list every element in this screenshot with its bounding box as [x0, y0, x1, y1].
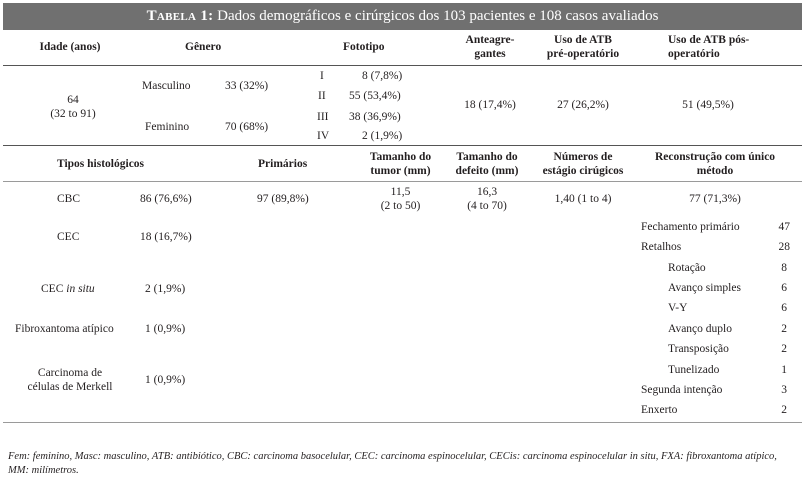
histologic-type: Fibroxantoma atípico — [15, 323, 114, 335]
header-atb-pre-2: pré-operatório — [546, 48, 620, 60]
histologic-value: 2 (1,9%) — [145, 283, 186, 295]
genero-label: Masculino — [142, 80, 191, 92]
fototipo-type: II — [318, 90, 326, 102]
header-tam-defeito-2: defeito (mm) — [455, 165, 519, 177]
primarios-value: 97 (89,8%) — [257, 193, 309, 205]
reconstrucao-item-value: 28 — [778, 241, 790, 253]
table-footnote: Fem: feminino, Masc: masculino, ATB: antibiótico, CBC: carcinoma basocelular, CEC: carcinoma espinocelular, CECis: carcinoma espinocelular in situ, FXA: fibroxantoma atípico, MM: milímetros. — [8, 451, 777, 476]
divider-bottom-header — [3, 181, 802, 182]
reconstrucao-item-value: 1 — [781, 364, 787, 376]
header-genero: Gênero — [185, 41, 222, 53]
histologic-value: 1 (0,9%) — [145, 374, 186, 386]
histologic-type-line2: células de Merkell — [27, 381, 113, 393]
table-title-label: Tabela 1: — [146, 8, 214, 24]
reconstrucao-item-value: 2 — [781, 323, 787, 335]
header-fototipo: Fototipo — [343, 41, 385, 53]
reconstrucao-item-value: 8 — [781, 262, 787, 274]
header-idade: Idade (anos) — [39, 41, 101, 53]
reconstrucao-item-value: 47 — [778, 221, 790, 233]
fototipo-value: 38 (36,9%) — [349, 111, 401, 123]
genero-value: 70 (68%) — [225, 121, 269, 133]
reconstrucao-total: 77 (71,3%) — [689, 193, 741, 205]
header-reconstrucao-1: Reconstrução com único — [654, 151, 776, 163]
histologic-type-prefix: CEC — [41, 283, 67, 295]
reconstrucao-item-label: Segunda intenção — [641, 384, 723, 396]
reconstrucao-item-value: 3 — [781, 384, 787, 396]
reconstrucao-item-value: 2 — [781, 343, 787, 355]
histologic-type-line1: Carcinoma de — [37, 367, 103, 379]
header-tam-defeito-1: Tamanho do — [456, 151, 518, 163]
tamanho-tumor-range: (2 to 50) — [380, 200, 421, 212]
header-anteagregantes-2: gantes — [474, 48, 506, 60]
reconstrucao-item-label: Enxerto — [641, 404, 678, 416]
atb-pos-value: 51 (49,5%) — [682, 99, 734, 111]
divider-bottom — [3, 422, 802, 423]
header-tipos: Tipos histológicos — [57, 158, 145, 170]
header-anteagregantes-1: Anteagre- — [465, 34, 515, 46]
header-tam-tumor-2: tumor (mm) — [370, 165, 431, 177]
reconstrucao-item-value: 6 — [781, 302, 787, 314]
header-atb-pre-1: Uso de ATB — [554, 34, 612, 46]
genero-label: Feminino — [145, 121, 190, 133]
header-atb-pos-2: operatório — [668, 48, 720, 60]
tamanho-tumor-value: 11,5 — [390, 186, 411, 198]
histologic-value: 18 (16,7%) — [140, 231, 192, 243]
genero-value: 33 (32%) — [225, 80, 269, 92]
idade-value: 64 — [67, 94, 79, 106]
reconstrucao-item-value: 2 — [781, 404, 787, 416]
fototipo-type: IV — [317, 130, 330, 142]
reconstrucao-item-label: Transposição — [668, 343, 729, 355]
header-atb-pos-1: Uso de ATB pós- — [668, 34, 750, 46]
num-estagios-value: 1,40 (1 to 4) — [554, 193, 612, 205]
reconstrucao-item-label: V-Y — [668, 302, 688, 314]
fototipo-type: III — [317, 111, 329, 123]
header-primarios: Primários — [258, 158, 308, 170]
tamanho-defeito-value: 16,3 — [476, 186, 498, 198]
idade-range: (32 to 91) — [50, 108, 96, 120]
fototipo-value: 55 (53,4%) — [349, 90, 401, 102]
divider-top-header — [3, 65, 802, 66]
reconstrucao-item-label: Avanço duplo — [668, 323, 732, 335]
reconstrucao-item-label: Rotação — [668, 262, 706, 274]
tamanho-defeito-range: (4 to 70) — [467, 200, 507, 212]
histologic-value: 86 (76,6%) — [140, 193, 192, 205]
reconstrucao-item-label: Avanço simples — [668, 282, 741, 294]
header-reconstrucao-2: método — [696, 165, 734, 177]
atb-pre-value: 27 (26,2%) — [557, 99, 609, 111]
table-title-text: Dados demográficos e cirúrgicos dos 103 pacientes e 108 casos avaliados — [217, 8, 659, 24]
table-title — [3, 3, 802, 30]
header-num-estagios-1: Números de — [553, 151, 613, 163]
fototipo-type: I — [320, 70, 324, 82]
divider-mid — [3, 145, 802, 146]
histologic-type — [41, 282, 95, 296]
reconstrucao-item-label: Retalhos — [641, 241, 682, 253]
histologic-type-italic: in situ — [66, 283, 95, 295]
header-tam-tumor-1: Tamanho do — [369, 151, 432, 163]
reconstrucao-item-label: Fechamento primário — [641, 221, 740, 233]
fototipo-value: 8 (7,8%) — [362, 70, 403, 82]
histologic-value: 1 (0,9%) — [145, 323, 186, 335]
anteagregantes-value: 18 (17,4%) — [464, 99, 516, 111]
histologic-type: CBC — [57, 193, 81, 205]
histologic-type: CEC — [57, 231, 80, 243]
reconstrucao-item-value: 6 — [781, 282, 787, 294]
reconstrucao-item-label: Tunelizado — [668, 364, 720, 376]
header-num-estagios-2: estágio cirúgicos — [542, 165, 624, 177]
fototipo-value: 2 (1,9%) — [362, 130, 403, 142]
